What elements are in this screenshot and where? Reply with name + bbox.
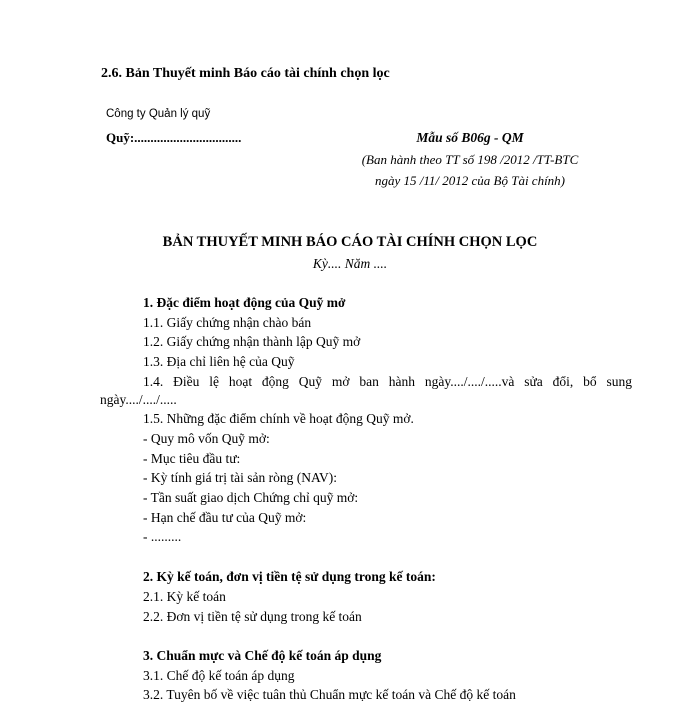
bullet-ellipsis: - ......... xyxy=(143,529,182,544)
item-1-1: 1.1. Giấy chứng nhận chào bán xyxy=(143,315,312,330)
bullet-nav-period: - Kỳ tính giá trị tài sản ròng (NAV): xyxy=(143,470,337,485)
item-3-1: 3.1. Chế độ kế toán áp dụng xyxy=(143,668,295,683)
item-1-3: 1.3. Địa chỉ liên hệ của Quỹ xyxy=(143,354,295,369)
document-title: BẢN THUYẾT MINH BÁO CÁO TÀI CHÍNH CHỌN LỌC xyxy=(162,234,538,250)
item-1-4-line-1: 1.4. Điều lệ hoạt động Quỹ mở ban hành ngày..../..../.....và sửa đổi, bổ sung xyxy=(143,374,632,389)
bullet-trading-frequency: - Tần suất giao dịch Chứng chỉ quỹ mở: xyxy=(143,490,359,505)
item-2-2: 2.2. Đơn vị tiền tệ sử dụng trong kế toán xyxy=(143,609,362,624)
section-2-heading: 2. Kỳ kế toán, đơn vị tiền tệ sử dụng trong kế toán: xyxy=(143,569,436,584)
period-label: Kỳ.... Năm .... xyxy=(312,256,388,271)
bullet-fund-size: - Quy mô vốn Quỹ mở: xyxy=(143,431,270,446)
form-number: Mẫu số B06g - QM xyxy=(416,130,524,145)
section-3-heading: 3. Chuẩn mực và Chế độ kế toán áp dụng xyxy=(143,648,382,663)
company-label: Công ty Quản lý quỹ xyxy=(106,108,211,120)
issued-line-2: ngày 15 /11/ 2012 của Bộ Tài chính) xyxy=(374,173,566,188)
item-2-1: 2.1. Kỳ kế toán xyxy=(143,589,226,604)
item-3-2: 3.2. Tuyên bố về việc tuân thủ Chuẩn mực kế toán và Chế độ kế toán xyxy=(143,687,516,702)
section-1-heading: 1. Đặc điểm hoạt động của Quỹ mở xyxy=(143,295,346,310)
section-title: 2.6. Bản Thuyết minh Báo cáo tài chính chọn lọc xyxy=(101,66,390,81)
issued-line-1: (Ban hành theo TT số 198 /2012 /TT-BTC xyxy=(361,152,579,167)
item-1-4-line-2: ngày..../..../..... xyxy=(100,392,177,407)
fund-label: Quỹ:................................. xyxy=(106,130,242,145)
item-1-5: 1.5. Những đặc điểm chính về hoạt động Quỹ mở. xyxy=(143,411,414,426)
item-1-2: 1.2. Giấy chứng nhận thành lập Quỹ mở xyxy=(143,334,361,349)
bullet-investment-objective: - Mục tiêu đầu tư: xyxy=(143,451,241,466)
bullet-investment-restrictions: - Hạn chế đầu tư của Quỹ mở: xyxy=(143,510,307,525)
